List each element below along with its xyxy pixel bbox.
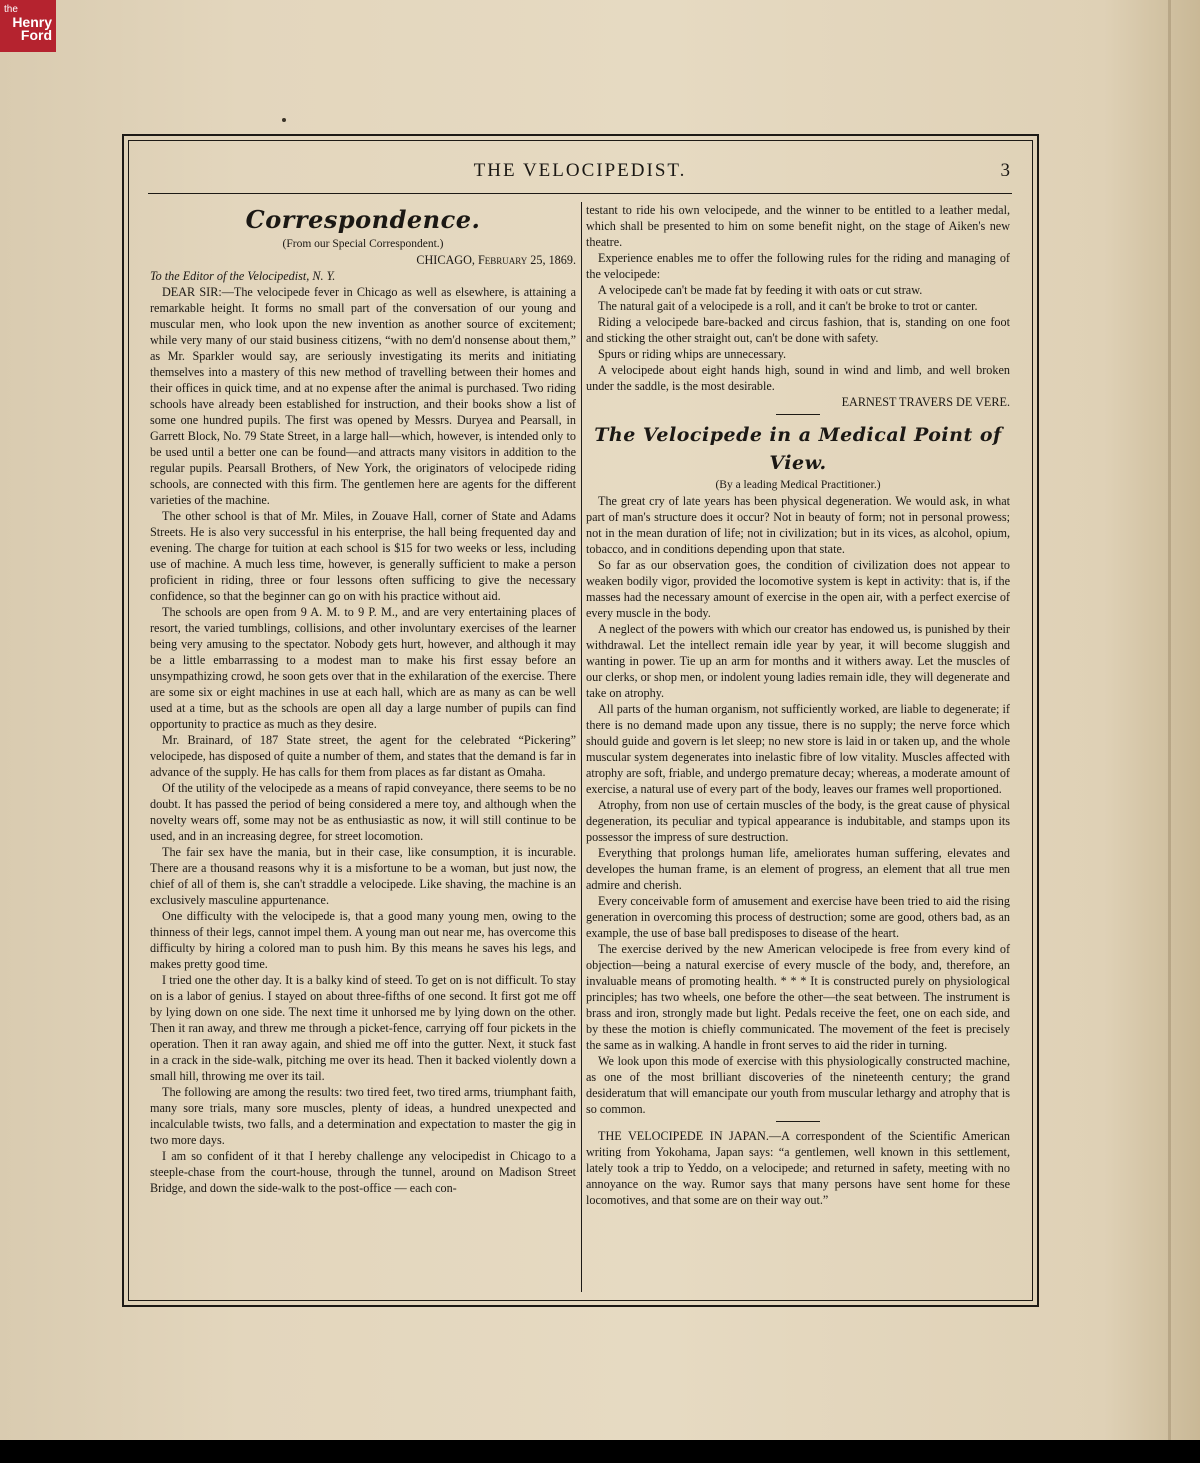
right-column bbox=[586, 202, 1010, 1208]
running-header bbox=[148, 158, 1012, 186]
left-column bbox=[150, 202, 576, 1196]
left-paragraph-5: Of the utility of the velocipede as a means of rapid conveyance, there seems to be no doubt. It has passed the period of being considered a mere toy, and although when the novelty wears off, some may not be as enthusiastic as now, it will still continue to be used, and in an increasing degree, for street locomotion. bbox=[150, 781, 576, 843]
left-paragraph-9: The following are among the results: two tired feet, two tired arms, triumphant faith, many sore trials, many sore muscles, plenty of ideas, a hundred unexpected and incalculable twists, two falls, and a determination and expectation to master the gig in two more days. bbox=[150, 1085, 576, 1147]
medical-paragraph-4: All parts of the human organism, not sufficiently worked, are liable to degenerate; if there is no demand made upon any tissue, there is no supply; the nerve force which should guide and govern is let sleep; no new store is laid in or taken up, and the whole muscular system degenerates into inelastic fibre of low vitality. Muscles affected with atrophy are soft, friable, and undergo premature decay; whereas, a moderate amount of exercise, a natural use of every part of the body, leaves our frames well proportioned. bbox=[586, 702, 1010, 796]
medical-paragraph-3: A neglect of the powers with which our creator has endowed us, is punished by their withdrawal. Let the intellect remain idle year by year, it will become sluggish and wanting in power. Tie up an arm for months and it withers away. Let the muscles of our clerks, or shop men, or indolent young ladies remain idle, they will degenerate and take on atrophy. bbox=[586, 622, 1010, 700]
publication-title: THE VELOCIPEDIST. bbox=[473, 160, 687, 181]
logo-line-3: Ford bbox=[20, 27, 52, 43]
rules-intro: Experience enables me to offer the following rules for the riding and managing of the velocipede: bbox=[586, 251, 1010, 281]
medical-paragraph-7: Every conceivable form of amusement and exercise have been tried to aid the rising generation in overcoming this process of destruction; some are good, others bad, as an example, the use of base ball predisposes to disease of the heart. bbox=[586, 894, 1010, 940]
rule-3: Riding a velocipede bare-backed and circus fashion, that is, standing on one foot and sticking the other straight out, can't be done with safety. bbox=[586, 315, 1010, 345]
left-paragraph-10: I am so confident of it that I hereby challenge any velocipedist in Chicago to a steeple-chase from the court-house, through the tunnel, around on Madison Street Bridge, and down the side-walk to the post-office — each con- bbox=[150, 1149, 576, 1195]
column-rule bbox=[581, 202, 582, 1292]
rule-1: A velocipede can't be made fat by feeding it with oats or cut straw. bbox=[598, 283, 923, 297]
medical-byline: (By a leading Medical Practitioner.) bbox=[715, 479, 881, 491]
dateline: CHICAGO, February 25, 1869. bbox=[416, 253, 576, 267]
medical-paragraph-8: The exercise derived by the new American velocipede is free from every kind of objection—being a natural exercise of every muscle of the body, and, therefore, an invaluable means of promoting health. * * * It is constructed purely on physiological principles; has two wheels, one before the other—the seat between. The instrument is brass and iron, strongly made but light. Pedals receive the feet, one on each side, and by these the motion is chiefly communicated. The movement of the feet is precisely the same as in walking. A handle in front serves to aid the rider in turning. bbox=[586, 942, 1010, 1052]
left-paragraph-4: Mr. Brainard, of 187 State street, the agent for the celebrated “Pickering” velocipede, has disposed of quite a number of them, and states that the demand is far in advance of the supply. He has calls for them from places as far distant as Omaha. bbox=[150, 733, 576, 779]
ink-spot bbox=[282, 118, 286, 122]
medical-paragraph-1: The great cry of late years has been physical degeneration. We would ask, in what part of man's structure does it occur? Not in beauty of form; not in personal prowess; not in the mean duration of life; not in civilization; but in its vices, as alcohol, opium, tobacco, and in conditions depending upon that state. bbox=[586, 494, 1010, 556]
left-paragraph-2: The other school is that of Mr. Miles, in Zouave Hall, corner of State and Adams Streets. He is also very successful in his enterprise, the hall being frequented day and evening. The charge for tuition at each school is $15 for two weeks or less, including use of machine. A much less time, however, is generally sufficient to make a person proficient in riding, three or four lessons often sufficing to give the necessary confidence, so that the beginner can go on with his practice without aid. bbox=[150, 509, 576, 603]
page-fold-shadow bbox=[1168, 0, 1171, 1440]
logo-line-1: the bbox=[4, 4, 18, 15]
left-paragraph-1: DEAR SIR:—The velocipede fever in Chicago as well as elsewhere, is attaining a remarkable height. It forms no small part of the conversation of our young and muscular men, who look upon the new invention as another source of excitement; while very many of our staid business citizens, “with no dem'd nonsense about them,” as Mr. Sparkler would say, are seriously investigating its merits and initiating themselves into a mastery of this new method of travelling between their homes and their offices in quick time, and at no expense after the animal is purchased. Two riding schools have already been established for instruction, and their books show a list of some one hundred pupils. The first was opened by Messrs. Duryea and Pearsall, in Garrett Block, No. 79 State Street, in a large hall—which, however, is intended only to be used until a better one can be found—and attracts many visitors in addition to the regular pupils. Pearsall Brothers, of New York, the originators of velocipede riding schools, are connected with this firm. The gentlemen here are agents for the different varieties of the machine. bbox=[150, 285, 576, 507]
henry-ford-logo bbox=[0, 0, 56, 52]
rule-2: The natural gait of a velocipede is a roll, and it can't be broke to trot or canter. bbox=[598, 299, 978, 313]
left-paragraph-6: The fair sex have the mania, but in their case, like consumption, it is incurable. There are a thousand reasons why it is a misfortune to be a woman, but just now, the chief of all of them is, she can't straddle a velocipede. Like shaving, the machine is an exclusively masculine appurtenance. bbox=[150, 845, 576, 907]
continuation-paragraph: testant to ride his own velocipede, and the winner to be entitled to a leather medal, which shall be presented to him on some benefit night, on the stage of Aiken's new theatre. bbox=[586, 203, 1010, 249]
japan-note: THE VELOCIPEDE IN JAPAN.—A correspondent of the Scientific American writing from Yokohama, Japan says: “a gentlemen, well known in this settlement, lately took a trip to Yeddo, on a velocipede; and returned in safety, meeting with no annoyance on the way. Rumor says that many persons have sent home for these locomotives, and that some are on their way out.” bbox=[586, 1129, 1010, 1207]
section-divider bbox=[776, 414, 820, 415]
header-rule bbox=[148, 193, 1012, 194]
left-paragraph-8: I tried one the other day. It is a balky kind of steed. To get on is not difficult. To stay on is a labor of genius. I stayed on about three-fifths of one second. It first got me off by lying down on one side. The next time it unhorsed me by lying down on the other. Then it ran away, and threw me through a picket-fence, carrying off four pickets in the operation. Then it ran away again, and shied me off into the gutter. Next, it stuck fast in a crack in the side-walk, pitching me over its head. Then it backed violently down a small hill, throwing me over its tail. bbox=[150, 973, 576, 1083]
logo-line-2: Henry bbox=[12, 14, 52, 30]
section-divider-2 bbox=[776, 1121, 820, 1122]
left-paragraph-3: The schools are open from 9 A. M. to 9 P. M., and are very entertaining places of resort, the varied tumblings, collisions, and other involuntary exercises of the learner being very amusing to the spectator. Nobody gets hurt, however, and although it may be a little embarrassing to a modest man to make his first essay before an unsympathizing crowd, he soon gets over that in the exhilaration of the exercise. There are some six or eight machines in use at each hall, which are as many as can be well used at a time, but as the schools are open all day a large number of pupils can find opportunity to practice as much as they desire. bbox=[150, 605, 576, 731]
page-number: 3 bbox=[1000, 160, 1010, 181]
correspondence-heading: Correspondence. bbox=[245, 205, 481, 234]
left-paragraph-7: One difficulty with the velocipede is, that a good many young men, owing to the thinness of their legs, cannot impel them. A young man out near me, has overcome this difficulty by hiring a colored man to push him. By this means he saves his legs, and makes pretty good time. bbox=[150, 909, 576, 971]
salutation: To the Editor of the Velocipedist, N. Y. bbox=[150, 269, 336, 283]
byline: (From our Special Correspondent.) bbox=[282, 238, 444, 250]
medical-paragraph-6: Everything that prolongs human life, ameliorates human suffering, elevates and developes the human frame, is an element of progress, an element that all true men admire and cherish. bbox=[586, 846, 1010, 892]
medical-paragraph-5: Atrophy, from non use of certain muscles of the body, is the great cause of physical degeneration, its peculiar and typical appearance is indubitable, and stamps upon its possessor the impress of sure destruction. bbox=[586, 798, 1010, 844]
medical-heading: The Velocipede in a Medical Point of View. bbox=[594, 424, 1002, 474]
rule-5: A velocipede about eight hands high, sound in wind and limb, and well broken under the saddle, is the most desirable. bbox=[586, 363, 1010, 393]
medical-paragraph-9: We look upon this mode of exercise with this physiologically constructed machine, as one of the most brilliant discoveries of the nineteenth century; the grand desideratum that will emancipate our youth from muscular lethargy and atrophy that is so common. bbox=[586, 1054, 1010, 1116]
signature: EARNEST TRAVERS DE VERE. bbox=[841, 395, 1010, 409]
medical-paragraph-2: So far as our observation goes, the condition of civilization does not appear to weaken bodily vigor, provided the locomotive system is kept in activity: that is, if the masses had the necessary amount of exercise in the open air, with a perfect exercise of every muscle in the body. bbox=[586, 558, 1010, 620]
rule-4: Spurs or riding whips are unnecessary. bbox=[598, 347, 787, 361]
